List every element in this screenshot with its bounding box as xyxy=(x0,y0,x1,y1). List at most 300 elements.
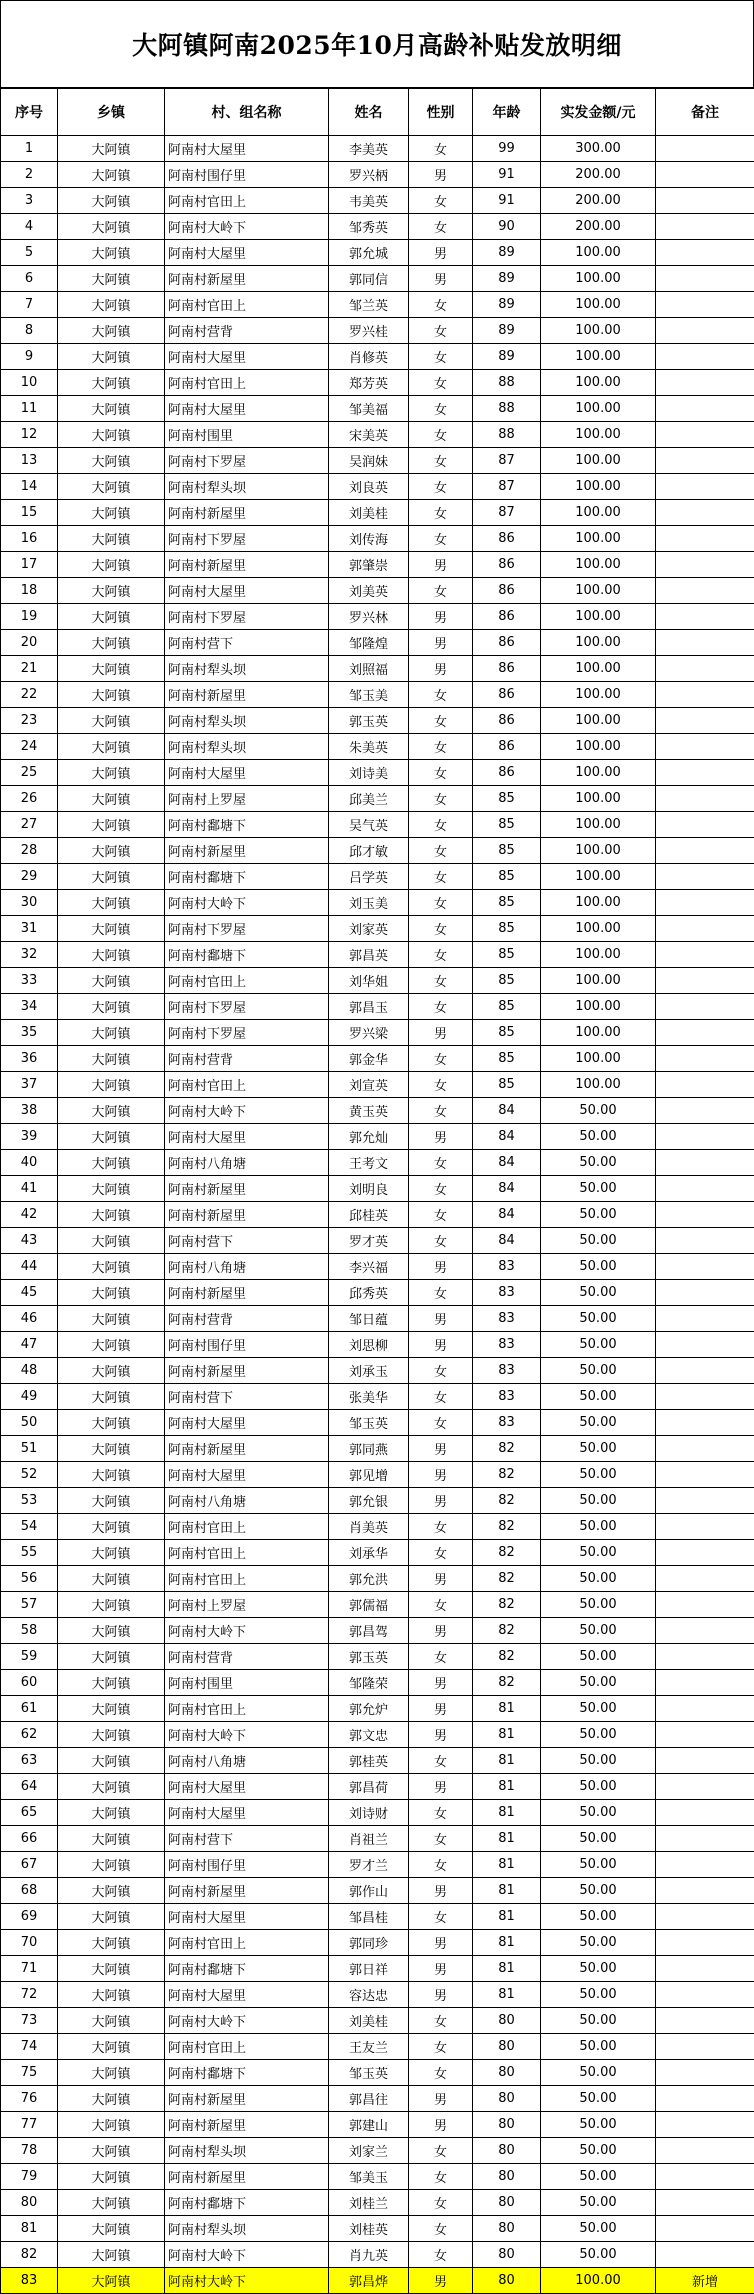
cell-note xyxy=(656,136,754,162)
cell-note xyxy=(656,292,754,318)
cell-seq: 39 xyxy=(1,1124,58,1150)
cell-name: 郭建山 xyxy=(329,2112,409,2138)
cell-name: 郭允城 xyxy=(329,240,409,266)
cell-name: 张美华 xyxy=(329,1384,409,1410)
cell-note xyxy=(656,2060,754,2086)
cell-note xyxy=(656,1436,754,1462)
cell-age: 81 xyxy=(473,1774,541,1800)
table-row xyxy=(1,370,754,396)
cell-seq: 82 xyxy=(1,2242,58,2268)
cell-seq: 78 xyxy=(1,2138,58,2164)
cell-note xyxy=(656,786,754,812)
cell-village: 阿南村大岭下 xyxy=(165,2242,329,2268)
cell-note xyxy=(656,240,754,266)
table-row xyxy=(1,1956,754,1982)
cell-note xyxy=(656,734,754,760)
cell-note xyxy=(656,1306,754,1332)
cell-village: 阿南村围里 xyxy=(165,1670,329,1696)
cell-gender: 女 xyxy=(409,682,473,708)
cell-gender: 男 xyxy=(409,240,473,266)
cell-name: 邹玉英 xyxy=(329,1410,409,1436)
cell-town: 大阿镇 xyxy=(58,1020,165,1046)
cell-town: 大阿镇 xyxy=(58,422,165,448)
cell-name: 郭见增 xyxy=(329,1462,409,1488)
cell-town: 大阿镇 xyxy=(58,994,165,1020)
cell-amount: 100.00 xyxy=(541,916,656,942)
cell-name: 刘华姐 xyxy=(329,968,409,994)
cell-town: 大阿镇 xyxy=(58,1696,165,1722)
table-row xyxy=(1,1176,754,1202)
cell-town: 大阿镇 xyxy=(58,630,165,656)
cell-amount: 50.00 xyxy=(541,1306,656,1332)
cell-town: 大阿镇 xyxy=(58,1436,165,1462)
cell-seq: 16 xyxy=(1,526,58,552)
cell-age: 80 xyxy=(473,2034,541,2060)
cell-amount: 100.00 xyxy=(541,604,656,630)
cell-seq: 69 xyxy=(1,1904,58,1930)
cell-village: 阿南村新屋里 xyxy=(165,1280,329,1306)
cell-amount: 50.00 xyxy=(541,1254,656,1280)
cell-name: 郑芳英 xyxy=(329,370,409,396)
cell-town: 大阿镇 xyxy=(58,2242,165,2268)
cell-town: 大阿镇 xyxy=(58,1280,165,1306)
cell-gender: 女 xyxy=(409,994,473,1020)
cell-age: 82 xyxy=(473,1488,541,1514)
cell-age: 89 xyxy=(473,344,541,370)
cell-name: 黄玉英 xyxy=(329,1098,409,1124)
table-row xyxy=(1,1384,754,1410)
cell-note xyxy=(656,682,754,708)
cell-name: 朱美英 xyxy=(329,734,409,760)
cell-age: 81 xyxy=(473,1904,541,1930)
table-row xyxy=(1,292,754,318)
cell-seq: 65 xyxy=(1,1800,58,1826)
cell-seq: 54 xyxy=(1,1514,58,1540)
cell-note xyxy=(656,916,754,942)
cell-amount: 50.00 xyxy=(541,1696,656,1722)
cell-note xyxy=(656,1826,754,1852)
cell-amount: 100.00 xyxy=(541,578,656,604)
cell-village: 阿南村大屋里 xyxy=(165,1774,329,1800)
cell-age: 81 xyxy=(473,1930,541,1956)
cell-gender: 女 xyxy=(409,2008,473,2034)
cell-town: 大阿镇 xyxy=(58,812,165,838)
cell-gender: 女 xyxy=(409,812,473,838)
cell-age: 80 xyxy=(473,2242,541,2268)
cell-amount: 50.00 xyxy=(541,1566,656,1592)
cell-gender: 女 xyxy=(409,526,473,552)
cell-name: 邹玉英 xyxy=(329,2060,409,2086)
cell-village: 阿南村大屋里 xyxy=(165,1124,329,1150)
cell-seq: 70 xyxy=(1,1930,58,1956)
cell-village: 阿南村大屋里 xyxy=(165,1462,329,1488)
cell-age: 99 xyxy=(473,136,541,162)
cell-name: 邹美玉 xyxy=(329,2164,409,2190)
cell-seq: 40 xyxy=(1,1150,58,1176)
cell-amount: 50.00 xyxy=(541,2086,656,2112)
cell-seq: 66 xyxy=(1,1826,58,1852)
cell-name: 邹昌桂 xyxy=(329,1904,409,1930)
cell-amount: 50.00 xyxy=(541,2060,656,2086)
cell-name: 郭允炉 xyxy=(329,1696,409,1722)
table-row xyxy=(1,1514,754,1540)
table-row xyxy=(1,994,754,1020)
cell-amount: 100.00 xyxy=(541,786,656,812)
table-row xyxy=(1,1540,754,1566)
cell-note xyxy=(656,864,754,890)
header-seq: 序号 xyxy=(1,89,58,136)
cell-town: 大阿镇 xyxy=(58,1930,165,1956)
cell-seq: 73 xyxy=(1,2008,58,2034)
cell-amount: 50.00 xyxy=(541,1098,656,1124)
table-row xyxy=(1,1228,754,1254)
cell-name: 罗才英 xyxy=(329,1228,409,1254)
cell-gender: 女 xyxy=(409,1046,473,1072)
cell-seq: 56 xyxy=(1,1566,58,1592)
cell-town: 大阿镇 xyxy=(58,1982,165,2008)
cell-name: 邹日蕴 xyxy=(329,1306,409,1332)
cell-name: 郭昌烨 xyxy=(329,2268,409,2294)
cell-amount: 100.00 xyxy=(541,474,656,500)
cell-gender: 女 xyxy=(409,1852,473,1878)
cell-age: 82 xyxy=(473,1462,541,1488)
cell-gender: 男 xyxy=(409,2268,473,2294)
cell-note xyxy=(656,890,754,916)
cell-gender: 男 xyxy=(409,1982,473,2008)
cell-town: 大阿镇 xyxy=(58,266,165,292)
cell-age: 84 xyxy=(473,1124,541,1150)
cell-age: 87 xyxy=(473,500,541,526)
cell-age: 81 xyxy=(473,1800,541,1826)
cell-gender: 女 xyxy=(409,1540,473,1566)
cell-town: 大阿镇 xyxy=(58,2268,165,2294)
cell-gender: 女 xyxy=(409,1410,473,1436)
cell-town: 大阿镇 xyxy=(58,890,165,916)
cell-seq: 19 xyxy=(1,604,58,630)
cell-note xyxy=(656,1020,754,1046)
cell-town: 大阿镇 xyxy=(58,604,165,630)
table-row xyxy=(1,1410,754,1436)
cell-name: 刘思柳 xyxy=(329,1332,409,1358)
cell-gender: 男 xyxy=(409,1020,473,1046)
cell-town: 大阿镇 xyxy=(58,1124,165,1150)
cell-amount: 50.00 xyxy=(541,1748,656,1774)
cell-village: 阿南村犁头坝 xyxy=(165,708,329,734)
cell-village: 阿南村鄱塘下 xyxy=(165,942,329,968)
cell-age: 84 xyxy=(473,1202,541,1228)
cell-town: 大阿镇 xyxy=(58,474,165,500)
cell-amount: 100.00 xyxy=(541,370,656,396)
cell-seq: 24 xyxy=(1,734,58,760)
cell-age: 81 xyxy=(473,1748,541,1774)
cell-age: 84 xyxy=(473,1176,541,1202)
cell-seq: 68 xyxy=(1,1878,58,1904)
cell-gender: 女 xyxy=(409,214,473,240)
cell-village: 阿南村大屋里 xyxy=(165,1800,329,1826)
cell-seq: 49 xyxy=(1,1384,58,1410)
cell-gender: 女 xyxy=(409,838,473,864)
cell-note xyxy=(656,1696,754,1722)
cell-town: 大阿镇 xyxy=(58,526,165,552)
cell-note xyxy=(656,1332,754,1358)
cell-gender: 男 xyxy=(409,162,473,188)
cell-age: 85 xyxy=(473,994,541,1020)
cell-note xyxy=(656,942,754,968)
cell-town: 大阿镇 xyxy=(58,1462,165,1488)
cell-gender: 女 xyxy=(409,188,473,214)
cell-village: 阿南村新屋里 xyxy=(165,1202,329,1228)
cell-village: 阿南村鄱塘下 xyxy=(165,864,329,890)
table-row xyxy=(1,2086,754,2112)
table-row xyxy=(1,1748,754,1774)
cell-amount: 50.00 xyxy=(541,1852,656,1878)
cell-gender: 女 xyxy=(409,1202,473,1228)
cell-town: 大阿镇 xyxy=(58,292,165,318)
cell-town: 大阿镇 xyxy=(58,786,165,812)
cell-amount: 100.00 xyxy=(541,968,656,994)
table-row xyxy=(1,422,754,448)
cell-seq: 81 xyxy=(1,2216,58,2242)
cell-age: 83 xyxy=(473,1306,541,1332)
cell-note xyxy=(656,1540,754,1566)
cell-name: 罗兴柄 xyxy=(329,162,409,188)
cell-age: 89 xyxy=(473,266,541,292)
cell-gender: 男 xyxy=(409,1306,473,1332)
cell-town: 大阿镇 xyxy=(58,1644,165,1670)
cell-name: 罗兴梁 xyxy=(329,1020,409,1046)
cell-name: 邹兰英 xyxy=(329,292,409,318)
cell-seq: 44 xyxy=(1,1254,58,1280)
cell-village: 阿南村犁头坝 xyxy=(165,656,329,682)
cell-seq: 32 xyxy=(1,942,58,968)
cell-gender: 男 xyxy=(409,1436,473,1462)
cell-name: 刘美桂 xyxy=(329,2008,409,2034)
cell-gender: 男 xyxy=(409,552,473,578)
cell-age: 80 xyxy=(473,2164,541,2190)
cell-village: 阿南村新屋里 xyxy=(165,2086,329,2112)
cell-age: 81 xyxy=(473,1722,541,1748)
cell-note xyxy=(656,1072,754,1098)
cell-village: 阿南村犁头坝 xyxy=(165,474,329,500)
cell-note xyxy=(656,1046,754,1072)
cell-age: 85 xyxy=(473,1046,541,1072)
table-row xyxy=(1,1488,754,1514)
header-town: 乡镇 xyxy=(58,89,165,136)
table-row xyxy=(1,708,754,734)
cell-village: 阿南村营下 xyxy=(165,1228,329,1254)
cell-amount: 50.00 xyxy=(541,1982,656,2008)
cell-seq: 64 xyxy=(1,1774,58,1800)
cell-village: 阿南村新屋里 xyxy=(165,1176,329,1202)
cell-village: 阿南村营背 xyxy=(165,1644,329,1670)
cell-town: 大阿镇 xyxy=(58,2138,165,2164)
cell-amount: 50.00 xyxy=(541,2190,656,2216)
table-row xyxy=(1,1878,754,1904)
cell-name: 郭玉英 xyxy=(329,708,409,734)
cell-age: 88 xyxy=(473,396,541,422)
header-age: 年龄 xyxy=(473,89,541,136)
header-gender: 性别 xyxy=(409,89,473,136)
cell-seq: 33 xyxy=(1,968,58,994)
cell-note: 新增 xyxy=(656,2268,754,2294)
cell-age: 85 xyxy=(473,838,541,864)
cell-village: 阿南村下罗屋 xyxy=(165,1020,329,1046)
cell-gender: 男 xyxy=(409,266,473,292)
cell-village: 阿南村新屋里 xyxy=(165,838,329,864)
cell-note xyxy=(656,526,754,552)
cell-gender: 女 xyxy=(409,786,473,812)
header-note: 备注 xyxy=(656,89,754,136)
cell-gender: 男 xyxy=(409,2086,473,2112)
cell-seq: 43 xyxy=(1,1228,58,1254)
cell-age: 82 xyxy=(473,1592,541,1618)
cell-note xyxy=(656,214,754,240)
cell-age: 86 xyxy=(473,760,541,786)
cell-name: 刘美桂 xyxy=(329,500,409,526)
cell-note xyxy=(656,630,754,656)
cell-gender: 女 xyxy=(409,1098,473,1124)
cell-amount: 50.00 xyxy=(541,1358,656,1384)
cell-town: 大阿镇 xyxy=(58,2190,165,2216)
cell-village: 阿南村大屋里 xyxy=(165,1982,329,2008)
cell-town: 大阿镇 xyxy=(58,500,165,526)
cell-town: 大阿镇 xyxy=(58,656,165,682)
cell-village: 阿南村官田上 xyxy=(165,2034,329,2060)
cell-age: 84 xyxy=(473,1098,541,1124)
cell-amount: 50.00 xyxy=(541,1800,656,1826)
cell-name: 郭桂英 xyxy=(329,1748,409,1774)
cell-village: 阿南村八角塘 xyxy=(165,1254,329,1280)
cell-town: 大阿镇 xyxy=(58,1956,165,1982)
table-row xyxy=(1,864,754,890)
table-row xyxy=(1,1696,754,1722)
cell-village: 阿南村新屋里 xyxy=(165,682,329,708)
cell-amount: 200.00 xyxy=(541,162,656,188)
cell-age: 88 xyxy=(473,422,541,448)
cell-town: 大阿镇 xyxy=(58,2216,165,2242)
cell-gender: 男 xyxy=(409,1332,473,1358)
cell-amount: 50.00 xyxy=(541,2138,656,2164)
cell-age: 88 xyxy=(473,370,541,396)
cell-amount: 100.00 xyxy=(541,656,656,682)
cell-amount: 50.00 xyxy=(541,1592,656,1618)
cell-age: 80 xyxy=(473,2216,541,2242)
table-row xyxy=(1,136,754,162)
cell-gender: 女 xyxy=(409,1904,473,1930)
cell-name: 郭同燕 xyxy=(329,1436,409,1462)
cell-name: 王考文 xyxy=(329,1150,409,1176)
cell-amount: 50.00 xyxy=(541,1540,656,1566)
cell-age: 80 xyxy=(473,2086,541,2112)
cell-amount: 100.00 xyxy=(541,552,656,578)
cell-seq: 47 xyxy=(1,1332,58,1358)
cell-name: 宋美英 xyxy=(329,422,409,448)
cell-village: 阿南村上罗屋 xyxy=(165,786,329,812)
cell-name: 郭允灿 xyxy=(329,1124,409,1150)
table-row xyxy=(1,656,754,682)
cell-note xyxy=(656,1774,754,1800)
cell-amount: 50.00 xyxy=(541,1774,656,1800)
cell-amount: 50.00 xyxy=(541,1488,656,1514)
cell-village: 阿南村营背 xyxy=(165,1306,329,1332)
cell-age: 81 xyxy=(473,1878,541,1904)
cell-amount: 50.00 xyxy=(541,1202,656,1228)
cell-age: 89 xyxy=(473,318,541,344)
cell-town: 大阿镇 xyxy=(58,864,165,890)
cell-village: 阿南村八角塘 xyxy=(165,1748,329,1774)
cell-age: 91 xyxy=(473,188,541,214)
table-row xyxy=(1,240,754,266)
table-row xyxy=(1,1150,754,1176)
cell-town: 大阿镇 xyxy=(58,552,165,578)
cell-name: 郭同信 xyxy=(329,266,409,292)
table-row xyxy=(1,552,754,578)
table-row xyxy=(1,396,754,422)
cell-name: 刘家兰 xyxy=(329,2138,409,2164)
cell-name: 郭作山 xyxy=(329,1878,409,1904)
cell-age: 81 xyxy=(473,1982,541,2008)
table-row xyxy=(1,1020,754,1046)
cell-seq: 77 xyxy=(1,2112,58,2138)
cell-name: 郭同珍 xyxy=(329,1930,409,1956)
cell-town: 大阿镇 xyxy=(58,1826,165,1852)
table-row xyxy=(1,2216,754,2242)
cell-seq: 12 xyxy=(1,422,58,448)
cell-village: 阿南村官田上 xyxy=(165,370,329,396)
cell-age: 85 xyxy=(473,968,541,994)
cell-gender: 男 xyxy=(409,1462,473,1488)
cell-amount: 50.00 xyxy=(541,1722,656,1748)
cell-name: 邹玉美 xyxy=(329,682,409,708)
cell-village: 阿南村新屋里 xyxy=(165,2164,329,2190)
cell-gender: 女 xyxy=(409,1228,473,1254)
cell-gender: 女 xyxy=(409,1072,473,1098)
cell-name: 邱桂英 xyxy=(329,1202,409,1228)
cell-age: 85 xyxy=(473,1020,541,1046)
cell-amount: 100.00 xyxy=(541,708,656,734)
table-row xyxy=(1,734,754,760)
cell-seq: 9 xyxy=(1,344,58,370)
cell-town: 大阿镇 xyxy=(58,2164,165,2190)
cell-note xyxy=(656,1384,754,1410)
cell-town: 大阿镇 xyxy=(58,734,165,760)
cell-note xyxy=(656,1670,754,1696)
cell-seq: 17 xyxy=(1,552,58,578)
cell-seq: 36 xyxy=(1,1046,58,1072)
cell-age: 81 xyxy=(473,1826,541,1852)
cell-note xyxy=(656,604,754,630)
table-row xyxy=(1,448,754,474)
cell-amount: 100.00 xyxy=(541,890,656,916)
cell-town: 大阿镇 xyxy=(58,162,165,188)
cell-name: 刘桂兰 xyxy=(329,2190,409,2216)
table-row xyxy=(1,214,754,240)
cell-seq: 53 xyxy=(1,1488,58,1514)
cell-gender: 女 xyxy=(409,1358,473,1384)
table-row xyxy=(1,630,754,656)
cell-age: 85 xyxy=(473,1072,541,1098)
cell-seq: 18 xyxy=(1,578,58,604)
cell-seq: 22 xyxy=(1,682,58,708)
cell-town: 大阿镇 xyxy=(58,578,165,604)
cell-name: 刘玉美 xyxy=(329,890,409,916)
cell-gender: 女 xyxy=(409,500,473,526)
cell-amount: 50.00 xyxy=(541,1826,656,1852)
table-row xyxy=(1,1306,754,1332)
cell-gender: 女 xyxy=(409,1150,473,1176)
cell-village: 阿南村官田上 xyxy=(165,292,329,318)
cell-gender: 男 xyxy=(409,1774,473,1800)
